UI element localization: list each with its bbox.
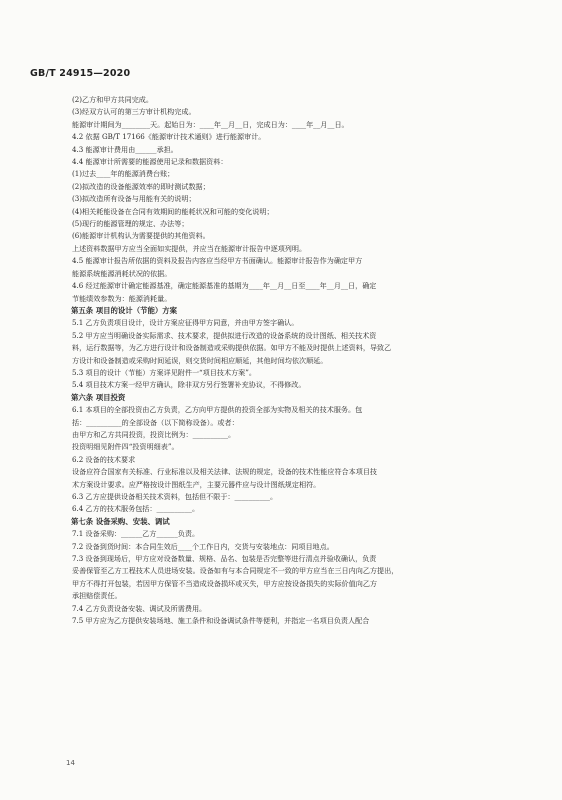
text-line: 节能绩效参数为：能源消耗量。 xyxy=(72,293,172,303)
text-line: 4.2 依据 GB/T 17166《能源审计技术通则》进行能源审计。 xyxy=(72,132,266,142)
text-line: 括：__________的全部设备（以下简称设备）。或者： xyxy=(72,417,239,427)
text-line: 4.5 能源审计报告所依据的资料及报告内容应当经甲方书面确认。能源审计报告作为确定甲方 xyxy=(72,256,363,266)
text-line: (6)能源审计机构认为需要提供的其他资料。 xyxy=(72,231,210,241)
text-line: 设备应符合国家有关标准、行业标准以及相关法律、法规的规定，设备的技术性能应符合本项目技 xyxy=(72,467,378,477)
text-line: 能源系统能源消耗状况的依据。 xyxy=(72,268,172,278)
text-line: 妥善保管至乙方工程技术人员进场安装。设备如有与本合同规定不一致的甲方应当在三日内向乙方提出， xyxy=(72,566,399,576)
text-line: 7.5 甲方应为乙方提供安装场地、施工条件和设备调试条件等便利，并指定一名项目负责人配合 xyxy=(72,616,370,626)
text-line: 投资明细见附件四“投资明细表”。 xyxy=(72,442,179,452)
text-line: (4)相关耗能设备在合同有效期间的能耗状况和可能的变化说明； xyxy=(72,206,274,216)
text-line: (3)拟改造所有设备与用能有关的说明； xyxy=(72,194,196,204)
text-line: 甲方不得打开包装，若因甲方保管不当造成设备损坏或灭失，甲方应按设备损失的实际价值向乙方 xyxy=(72,578,378,588)
text-line: 4.3 能源审计费用由______承担。 xyxy=(72,144,178,154)
section-heading: 第五条 项目的设计（节能）方案 xyxy=(71,305,178,315)
text-line: 上述资料数据甲方应当全面如实提供，并应当在能源审计报告中逐项列明。 xyxy=(72,243,307,253)
text-line: 方设计和设备制造或采购时间延误，则交货时间相应顺延，其他时间均依次顺延。 xyxy=(72,355,328,365)
page-number: 14 xyxy=(66,759,75,767)
text-line: 7.4 乙方负责设备安装、调试及所需费用。 xyxy=(72,603,207,613)
section-heading: 第七条 设备采购、安装、调试 xyxy=(71,516,170,526)
text-line: 能源审计期间为________天。起始日为：____年__月__日，完成日为：____年__月__日。 xyxy=(72,119,349,129)
text-line: 由甲方和乙方共同投资，投资比例为：__________。 xyxy=(72,429,236,439)
text-line: (2)拟改造的设备能源效率的即时测试数据； xyxy=(72,181,210,191)
text-line: 5.1 乙方负责项目设计，设计方案应征得甲方同意，并由甲方签字确认。 xyxy=(72,318,299,328)
text-line: 5.2 甲方应当明确设备实际需求、技术要求，提供拟进行改造的设备系统的设计图纸、相关技术资 xyxy=(72,330,377,340)
text-line: 5.3 项目的设计（节能）方案详见附件一“项目技术方案”。 xyxy=(72,367,256,377)
text-line: 7.3 设备到现场后，甲方应对设备数量、规格、品名、包装是否完整等进行清点并验收确认，负责 xyxy=(72,554,377,564)
text-line: (3)经双方认可的第三方审计机构完成。 xyxy=(72,107,196,117)
text-line: 7.1 设备采购：______乙方______负责。 xyxy=(72,529,200,539)
text-line: (2)乙方和甲方共同完成。 xyxy=(72,95,153,104)
document-body xyxy=(72,94,530,627)
text-line: 6.3 乙方应提供设备相关技术资料，包括但不限于：__________。 xyxy=(72,492,278,501)
text-line: 4.4 能源审计所需要的能源使用记录和数据资料： xyxy=(72,157,228,167)
text-line: (1)过去____年的能源消费台账； xyxy=(72,169,175,179)
text-line: 术方案设计要求。应严格按设计图纸生产，主要元器件应与设计图纸规定相符。 xyxy=(72,479,321,489)
text-line: 7.2 设备到货时间：本合同生效后____个工作日内，交货与安装地点：同项目地点。 xyxy=(72,541,334,551)
text-line: 6.4 乙方的技术服务包括：__________。 xyxy=(72,504,200,514)
text-line: 6.1 本项目的全部投资由乙方负责，乙方向甲方提供的投资全部为实物及相关的技术服务。包 xyxy=(72,405,363,415)
text-line: 4.6 经过能源审计确定能源基准，确定能源基准的基期为____年__月__日至____年__月__日，确定 xyxy=(72,281,377,291)
standard-code: GB/T 24915—2020 xyxy=(30,68,131,79)
text-line: 承担赔偿责任。 xyxy=(72,591,122,601)
section-heading: 第六条 项目投资 xyxy=(71,392,126,402)
text-line: 5.4 项目技术方案一经甲方确认，除非双方另行签署补充协议，不得修改。 xyxy=(72,380,306,390)
text-line: 料，运行数据等，为乙方进行设计和设备制造或采购提供依据。如甲方不能及时提供上述资料，导致乙 xyxy=(72,343,392,353)
text-line: (5)现行的能源管理的规定、办法等； xyxy=(72,219,189,229)
text-line: 6.2 设备的技术要求 xyxy=(72,454,136,464)
